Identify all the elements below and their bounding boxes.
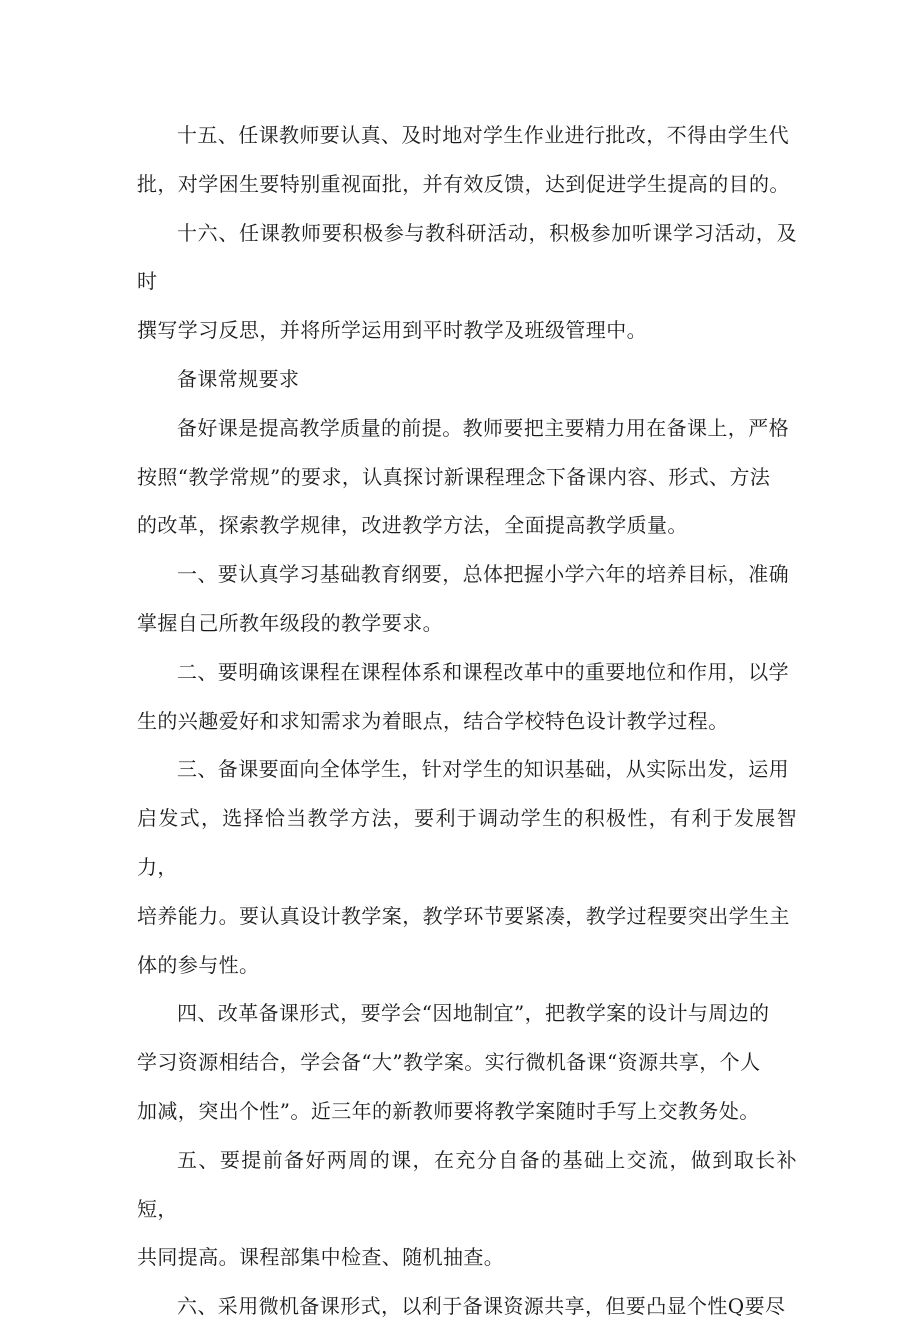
body-text <box>137 111 797 1331</box>
paragraph-5: 五、要提前备好两周的课，在充分自备的基础上交流，做到取长补短， 共同提高。课程部集中检查、随机抽查。 <box>137 1147 797 1270</box>
paragraph-4: 四、改革备课形式，要学会“因地制宜”，把教学案的设计与周边的 学习资源相结合，学会备“大”教学案。实行微机备课“资源共享，个人 加减，突出个性”。近三年的新教师要将教学案随时手写上交教务处。 <box>137 1001 770 1123</box>
paragraph-1: 一、要认真学习基础教育纲要，总体把握小学六年的培养目标，准确 掌握自己所教年级段的教学要求。 <box>137 562 789 635</box>
paragraph-16: 十六、任课教师要积极参与教科研活动，积极参加听课学习活动，及时 撰写学习反思，并将所学运用到平时教学及班级管理中。 <box>137 220 797 343</box>
paragraph-2: 二、要明确该课程在课程体系和课程改革中的重要地位和作用，以学 生的兴趣爱好和求知需求为着眼点，结合学校特色设计教学过程。 <box>137 659 789 733</box>
paragraph-3: 三、备课要面向全体学生，针对学生的知识基础，从实际出发，运用 启发式，选择恰当教学方法，要利于调动学生的积极性，有利于发展智力， 培养能力。要认真设计教学案，教学环节要紧凑，教学过程要突出学生主 体的参与性。 <box>137 757 797 977</box>
section-intro: 备好课是提高教学质量的前提。教师要把主要精力用在备课上，严格 按照“教学常规”的要求，认真探讨新课程理念下备课内容、形式、方法 的改革，探索教学规律，改进教学方法，全面提高教学质量。 <box>137 415 789 538</box>
paragraph-15: 十五、任课教师要认真、及时地对学生作业进行批改，不得由学生代 批，对学困生要特别重视面批，并有效反馈，达到促进学生提高的目的。 <box>137 123 790 196</box>
paragraph-6: 六、采用微机备课形式，以利于备课资源共享，但要凸显个性Q要尽 <box>177 1294 786 1319</box>
section-heading: 备课常规要求 <box>177 366 300 391</box>
